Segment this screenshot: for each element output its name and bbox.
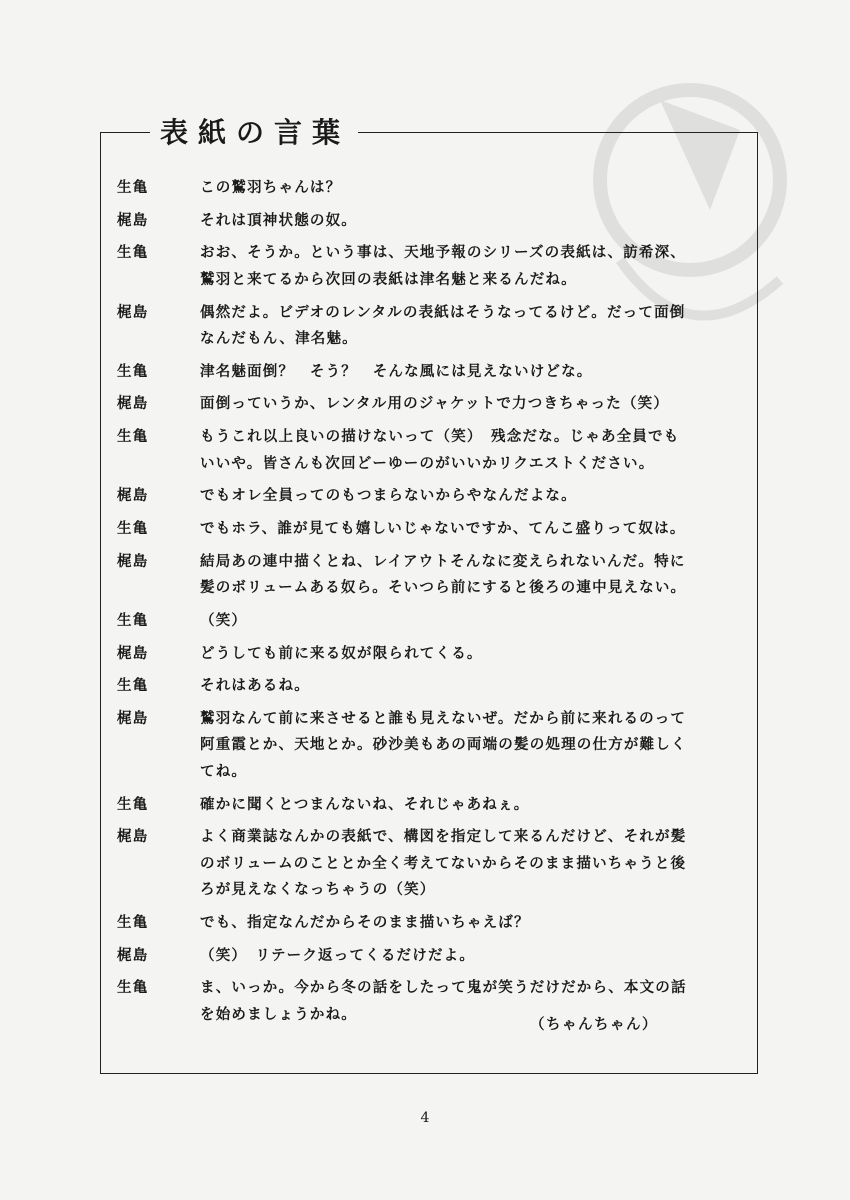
dialogue-line: 面倒っていうか、レンタル用のジャケットで力つきちゃった（笑）	[200, 395, 670, 413]
dialogue-row	[117, 673, 747, 700]
dialogue-line: でも、指定なんだからそのまま描いちゃえば？	[200, 914, 530, 931]
dialogue-row	[117, 943, 747, 970]
dialogue-line: てね。	[200, 762, 248, 780]
dialogue-line: 津名魅面倒？ そう？ そんな風には見えないけどな。	[200, 362, 593, 380]
dialogue-line: 結局あの連中描くとね、レイアウトそんなに変えられないんだ。特に	[200, 552, 686, 570]
speaker-name: 生亀	[117, 244, 149, 262]
dialogue-row	[117, 608, 747, 635]
dialogue-line: ま、いっか。今から冬の話をしたって鬼が笑うだけだから、本文の話	[200, 979, 687, 997]
speaker-name: 梶島	[117, 552, 149, 570]
page-title: 表紙の言葉	[160, 116, 351, 149]
dialogue-line: （笑） リテーク返ってくるだけだよ。	[200, 946, 476, 964]
speaker-name: 生亀	[117, 428, 149, 446]
dialogue-line: 鷲羽と来てるから次回の表紙は津名魅と来るんだね。	[200, 270, 577, 288]
dialogue-row	[117, 792, 747, 819]
dialogue-text	[200, 240, 747, 293]
speaker-name: 梶島	[117, 709, 149, 727]
dialogue-text	[200, 208, 747, 235]
dialogue-line: 確かに聞くとつまんないね、それじゃあねぇ。	[200, 795, 530, 813]
speaker-name: 梶島	[117, 946, 149, 964]
dialogue-text	[200, 910, 747, 937]
dialogue-row	[117, 516, 747, 543]
speaker-name: 梶島	[117, 828, 149, 846]
dialogue-line: ろが見えなくなっちゃうの（笑）	[200, 881, 436, 899]
dialogue-row	[117, 208, 747, 235]
speaker-name: 梶島	[117, 211, 149, 229]
dialogue-row	[117, 706, 747, 786]
dialogue-text	[200, 175, 747, 202]
dialogue-line: 阿重霞とか、天地とか。砂沙美もあの両端の髪の処理の仕方が難しく	[200, 736, 687, 754]
dialogue-line: よく商業誌なんかの表紙で、構図を指定して来るんだけど、それが髪	[200, 828, 687, 846]
dialogue-list	[117, 175, 747, 1035]
dialogue-line: のボリュームのこととか全く考えてないからそのまま描いちゃうと後	[200, 854, 687, 872]
dialogue-row	[117, 240, 747, 293]
dialogue-row	[117, 824, 747, 904]
dialogue-row	[117, 391, 747, 418]
dialogue-text	[200, 608, 747, 635]
dialogue-text	[200, 359, 747, 386]
dialogue-text	[200, 641, 747, 668]
speaker-name: 生亀	[117, 362, 149, 380]
dialogue-row	[117, 300, 747, 353]
dialogue-line: もうこれ以上良いの描けないって（笑） 残念だな。じゃあ全員でも	[200, 428, 680, 446]
dialogue-line: （笑）	[200, 611, 248, 629]
speaker-name: 生亀	[117, 611, 149, 629]
dialogue-text	[200, 706, 747, 786]
speaker-name: 梶島	[117, 487, 149, 505]
dialogue-line: 髪のボリュームある奴ら。そいつら前にすると後ろの連中見えない。	[200, 579, 687, 597]
dialogue-row	[117, 641, 747, 668]
speaker-name: 生亀	[117, 795, 149, 813]
speaker-name: 梶島	[117, 303, 149, 321]
dialogue-row	[117, 910, 747, 937]
dialogue-row	[117, 549, 747, 602]
dialogue-row	[117, 359, 747, 386]
dialogue-line: おお、そうか。という事は、天地予報のシリーズの表紙は、訪希深、	[200, 244, 686, 262]
dialogue-line: この鷲羽ちゃんは？	[200, 179, 342, 196]
dialogue-line: 偶然だよ。ビデオのレンタルの表紙はそうなってるけど。だって面倒	[200, 303, 686, 321]
dialogue-line: を始めましょうかね。	[200, 1005, 357, 1023]
signature: （ちゃんちゃん）	[530, 1016, 658, 1033]
speaker-name: 生亀	[117, 520, 149, 537]
dialogue-text	[200, 792, 747, 819]
dialogue-line: それは頂神状態の奴。	[200, 211, 357, 229]
dialogue-text	[200, 549, 747, 602]
dialogue-text	[200, 424, 747, 477]
speaker-name: 生亀	[117, 677, 149, 695]
dialogue-line: いいや。皆さんも次回どーゆーのがいいかリクエストください。	[200, 454, 655, 472]
speaker-name: 生亀	[117, 979, 149, 997]
dialogue-row	[117, 175, 747, 202]
dialogue-row	[117, 424, 747, 477]
dialogue-text	[200, 673, 747, 700]
dialogue-row	[117, 483, 747, 510]
speaker-name: 梶島	[117, 395, 149, 413]
dialogue-line: 鷲羽なんて前に来させると誰も見えないぜ。だから前に来れるのって	[200, 709, 687, 727]
dialogue-line: なんだもん、津名魅。	[200, 330, 358, 348]
dialogue-text	[200, 943, 747, 970]
speaker-name: 梶島	[117, 644, 149, 662]
dialogue-text	[200, 391, 747, 418]
dialogue-line: それはあるね。	[200, 677, 310, 695]
dialogue-line: でもホラ、誰が見ても嬉しいじゃないですか、てんこ盛りって奴は。	[200, 520, 686, 537]
page-number: 4	[420, 1110, 430, 1126]
dialogue-text	[200, 824, 747, 904]
dialogue-line: どうしても前に来る奴が限られてくる。	[200, 644, 483, 662]
dialogue-line: でもオレ全員ってのもつまらないからやなんだよな。	[200, 487, 577, 505]
speaker-name: 生亀	[117, 179, 149, 196]
dialogue-text	[200, 516, 747, 543]
dialogue-text	[200, 300, 747, 353]
speaker-name: 生亀	[117, 914, 149, 931]
dialogue-text	[200, 483, 747, 510]
